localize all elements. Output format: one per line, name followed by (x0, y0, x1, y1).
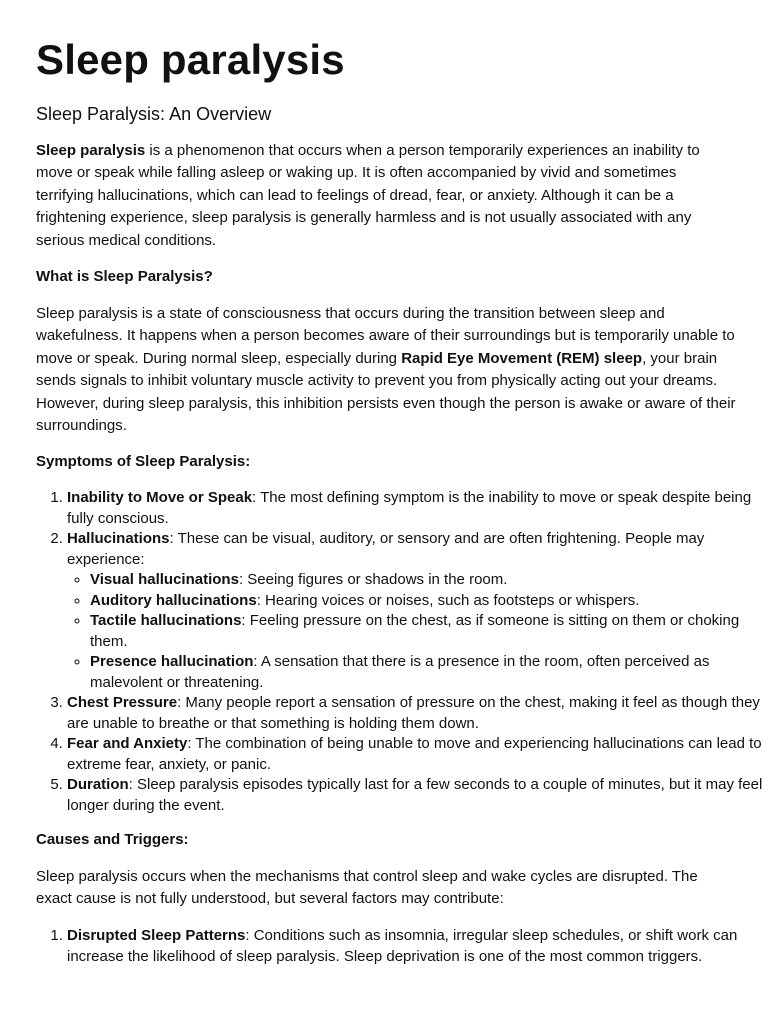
list-item (67, 529, 767, 693)
item-text: : The combination of being unable to move and experiencing hallucinations can lead to extreme fear, anxiety, or panic. (67, 735, 762, 773)
item-term: Inability to Move or Speak (67, 489, 253, 506)
section-heading-symptoms: Symptoms of Sleep Paralysis: (36, 453, 251, 470)
section-heading-what-is: What is Sleep Paralysis? (36, 268, 213, 285)
sublist-item (90, 611, 767, 652)
sublist-item (90, 591, 767, 612)
sublist-item (90, 652, 767, 693)
item-term: Fear and Anxiety (67, 735, 188, 752)
what-is-text-after: , your brain sends signals to inhibit voluntary muscle activity to prevent you from physically acting out your dreams. However, during sleep paralysis, this inhibition persists even though the person is awake or aware of their surroundings. (36, 349, 736, 435)
causes-paragraph: Sleep paralysis occurs when the mechanisms that control sleep and wake cycles are disrupted. The exact cause is not fully understood, but several factors may contribute: (36, 868, 698, 908)
item-term: Presence hallucination (90, 653, 254, 670)
item-term: Auditory hallucinations (90, 591, 257, 609)
causes-list (36, 926, 767, 967)
sublist-item (90, 570, 767, 591)
list-item (67, 734, 767, 775)
page-title: Sleep paralysis (36, 36, 345, 83)
list-item (67, 926, 767, 967)
list-item (67, 488, 767, 529)
hallucinations-sublist (67, 570, 767, 693)
page-subtitle: Sleep Paralysis: An Overview (36, 104, 272, 124)
item-text: : These can be visual, auditory, or sensory and are often frightening. People may experience: (67, 530, 705, 568)
what-is-text-before: Sleep paralysis is a state of consciousness that occurs during the transition between sleep and wakefulness. It happens when a person becomes aware of their surroundings but is temporarily unable to move or speak. During normal sleep, especially during (36, 305, 735, 367)
item-term: Disrupted Sleep Patterns (67, 927, 246, 944)
item-term: Visual hallucinations (90, 571, 239, 588)
list-item (67, 775, 767, 816)
list-item (67, 693, 767, 734)
item-text: : Feeling pressure on the chest, as if someone is sitting on them or choking them. (90, 612, 740, 650)
item-term: Tactile hallucinations (90, 612, 242, 629)
item-text: : Hearing voices or noises, such as footsteps or whispers. (256, 591, 640, 609)
intro-text: is a phenomenon that occurs when a person temporarily experiences an inability to move or speak while falling asleep or waking up. It is often accompanied by vivid and sometimes terrifying hallucinations, which can lead to feelings of dread, fear, or anxiety. Although it can be a frightening experience, sleep paralysis is generally harmless and is not usually associated with any serious medical conditions. (36, 142, 700, 249)
what-is-paragraph (36, 303, 736, 437)
symptoms-list (36, 488, 767, 816)
item-text: : A sensation that there is a presence in the room, often perceived as malevolent or threatening. (90, 653, 710, 691)
item-text: : Conditions such as insomnia, irregular sleep schedules, or shift work can increase the likelihood of sleep paralysis. Sleep deprivation is one of the most common triggers. (67, 927, 738, 965)
item-text: : Many people report a sensation of pressure on the chest, making it feel as though they are unable to breathe or that something is holding them down. (67, 694, 760, 732)
item-term: Hallucinations (67, 530, 170, 547)
item-term: Chest Pressure (67, 694, 178, 711)
intro-bold-term: Sleep paralysis (36, 142, 146, 159)
item-text: : The most defining symptom is the inability to move or speak despite being fully conscious. (67, 489, 752, 527)
section-heading-causes: Causes and Triggers: (36, 831, 189, 848)
item-text: : Seeing figures or shadows in the room. (238, 571, 508, 588)
item-term: Duration (67, 776, 129, 793)
intro-paragraph (36, 140, 736, 252)
what-is-bold-term: Rapid Eye Movement (REM) sleep (401, 349, 643, 367)
item-text: : Sleep paralysis episodes typically last for a few seconds to a couple of minutes, but it may feel longer during the event. (67, 776, 763, 814)
